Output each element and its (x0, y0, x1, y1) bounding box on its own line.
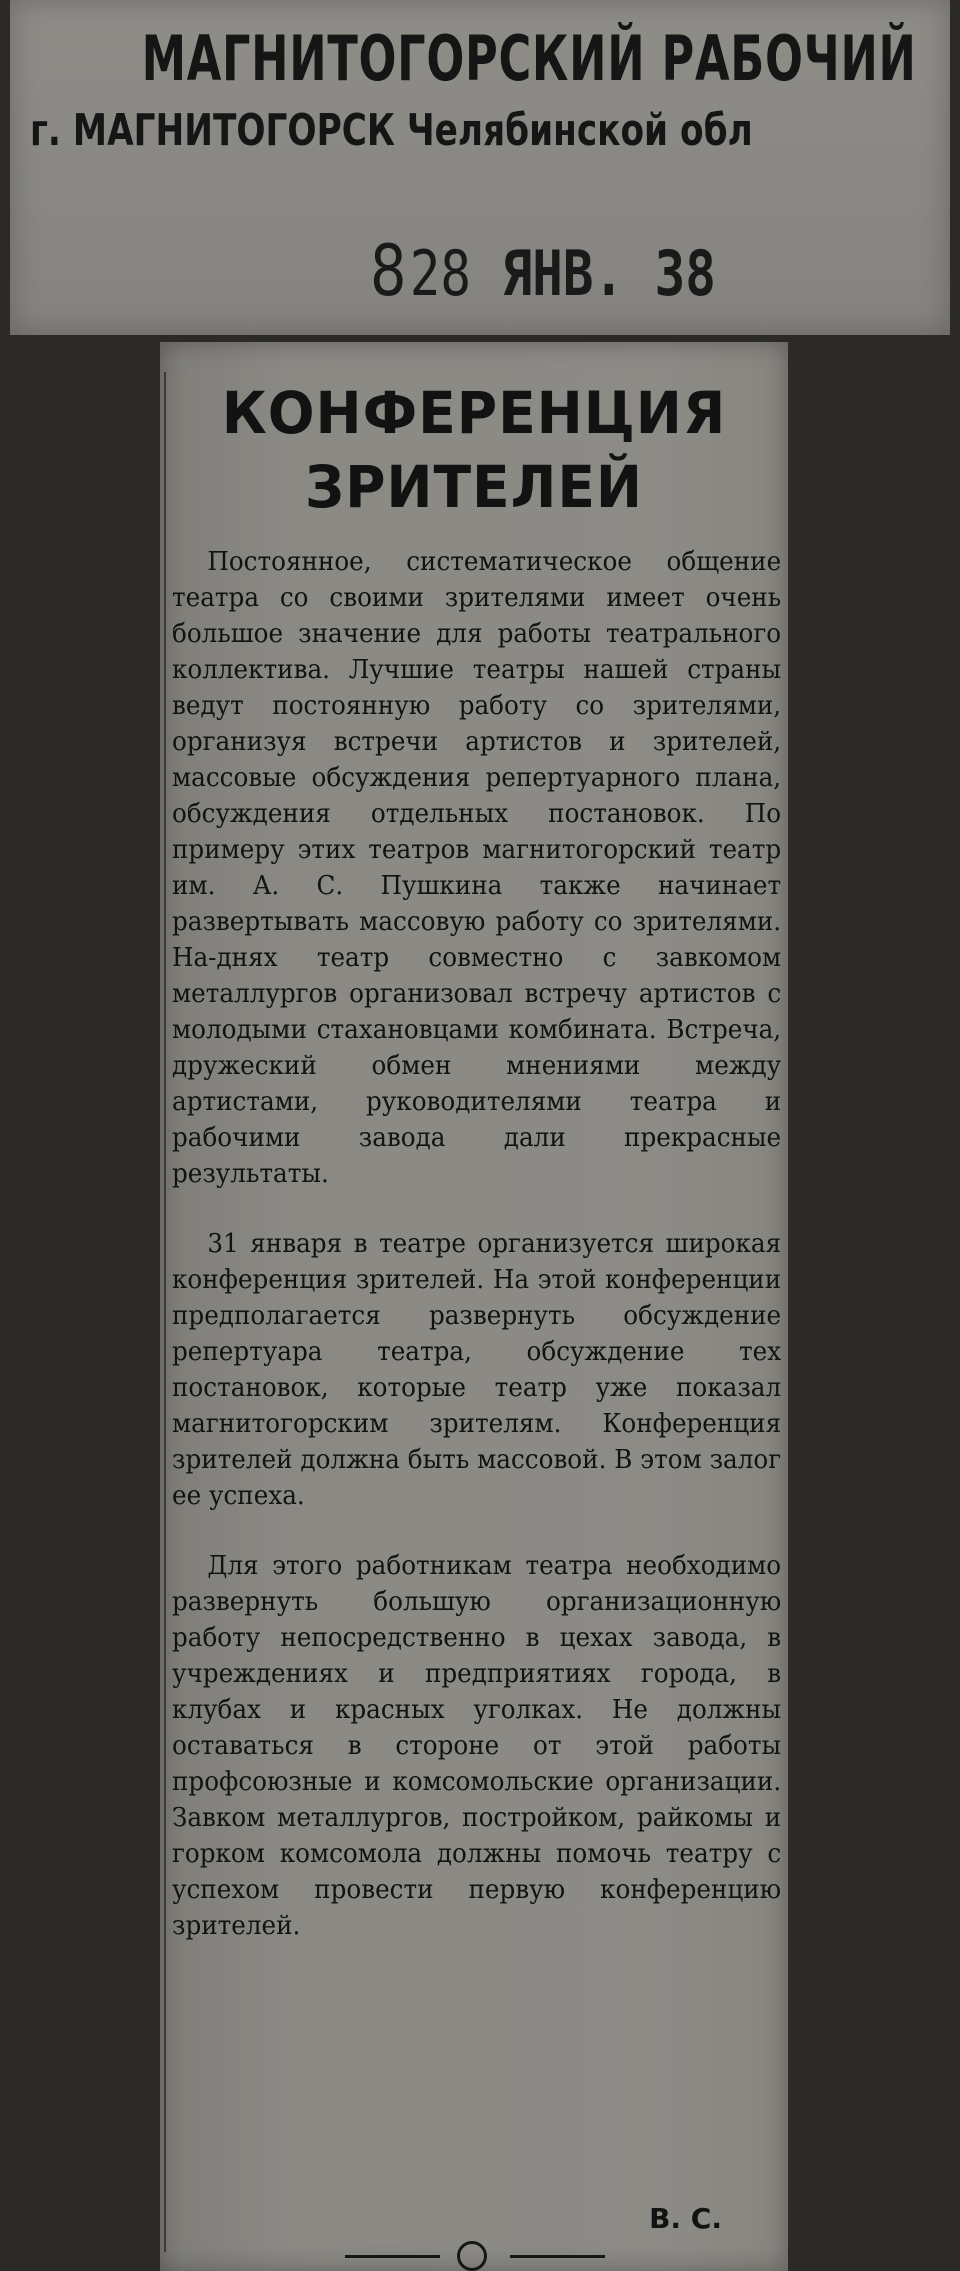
headline-line-2: ЗРИТЕЛЕЙ (305, 453, 643, 521)
paragraph-3: Для этого работникам театра необходимо развернуть большую организационную работу непосредственно в цехах завода, в учреждениях и предприятиях города, в клубах и красных уголках. Не должны оставаться в стороне от этой работы профсоюзные и комсомольские организации. Завком металлургов, постройком, райкомы и горком комсомола должны помочь театру с успехом провести первую конференцию зрителей. (172, 1550, 782, 1941)
paragraph-2: 31 января в театре организуется широкая конференция зрителей. На этой конференции предполагается развернуть обсуждение репертуара театра, обсуждение тех постановок, которые театр уже показал магнитогорским зрителям. Конференция зрителей должна быть массовой. В этом залог ее успеха. (172, 1228, 782, 1511)
date-stamp-month: ЯНВ. (501, 237, 625, 310)
date-stamp (370, 230, 716, 312)
newspaper-title: МАГНИТОГОРСКИЙ РАБОЧИЙ (141, 22, 917, 95)
date-stamp-day: 28 (409, 237, 472, 310)
date-stamp-number: 8 (370, 230, 407, 312)
ornament-line-left (345, 2255, 440, 2258)
end-ornament (345, 2241, 605, 2271)
article-headline (160, 376, 788, 524)
article-clipping (160, 342, 788, 2271)
ornament-circle (457, 2241, 487, 2271)
date-stamp-year: 38 (654, 237, 716, 310)
column-rule (164, 372, 166, 2252)
article-body (172, 544, 781, 1978)
newspaper-city: г. МАГНИТОГОРСК Челябинской обл (30, 105, 753, 156)
ornament-line-right (510, 2255, 605, 2258)
paragraph-1: Постоянное, систематическое общение театра со своими зрителями имеет очень большое значение для работы театрального коллектива. Лучшие театры нашей страны ведут постоянную работу со зрителями, организуя встречи артистов и зрителей, массовые обсуждения репертуарного плана, обсуждения отдельных постановок. По примеру этих театров магнитогорский театр им. А. С. Пушкина также начинает развертывать массовую работу со зрителями. На-днях театр совместно с завкомом металлургов организовал встречу артистов с молодыми стахановцами комбината. Встреча, дружеский обмен мнениями между артистами, руководителями театра и рабочими завода дали прекрасные результаты. (172, 546, 782, 1189)
author-signature: В. С. (649, 2202, 722, 2235)
headline-line-1: КОНФЕРЕНЦИЯ (221, 379, 727, 447)
masthead-clipping (10, 0, 950, 335)
